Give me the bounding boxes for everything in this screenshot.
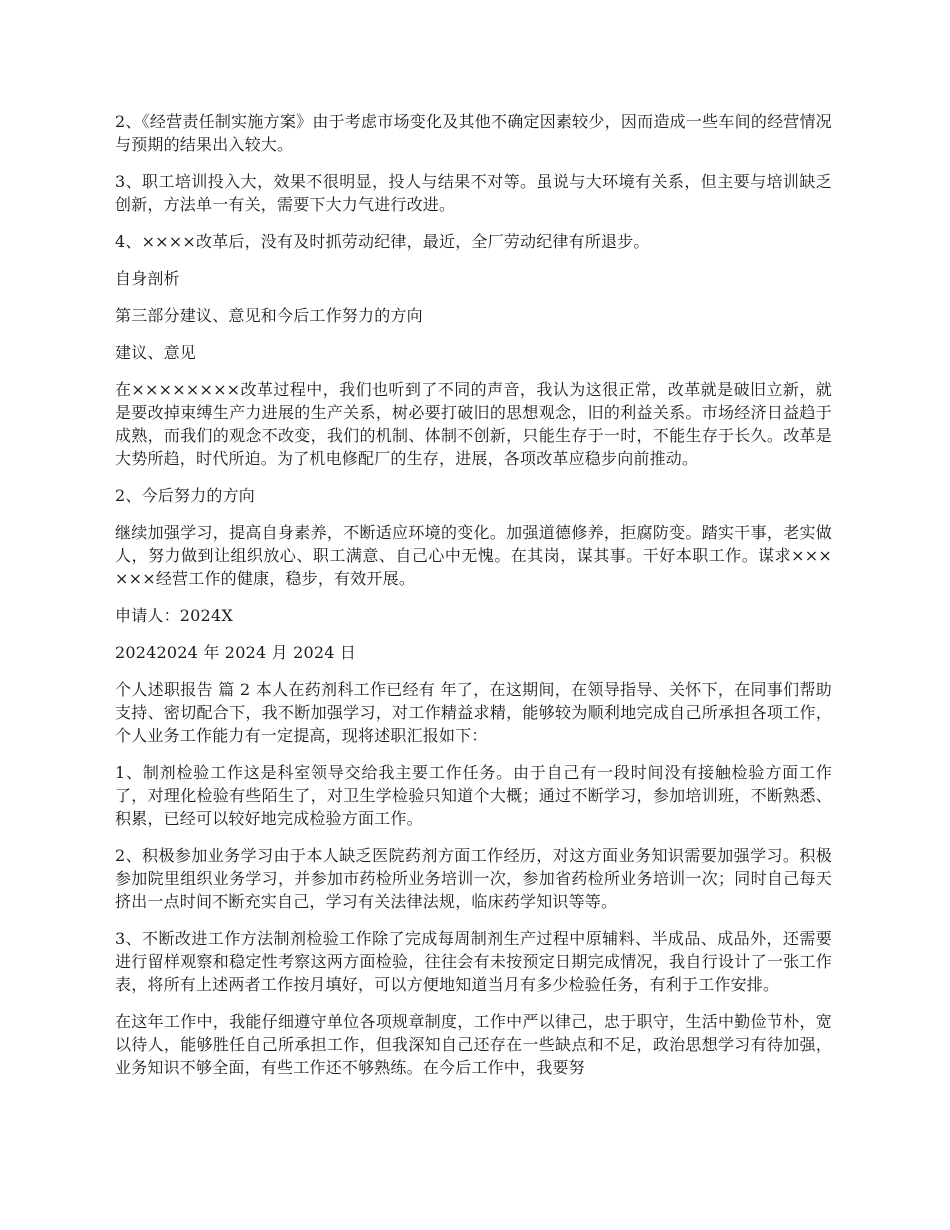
paragraph-responsibility-plan: 2、《经营责任制实施方案》由于考虑市场变化及其他不确定因素较少，因而造成一些车间的经营情况与预期的结果出入较大。 <box>115 112 832 154</box>
heading-self-analysis: 自身剖析 <box>115 269 180 288</box>
paragraph-labor-discipline: 4、××××改革后，没有及时抓劳动纪律，最近，全厂劳动纪律有所退步。 <box>115 232 650 251</box>
paragraph-improve-methods: 3、不断改进工作方法制剂检验工作除了完成每周制剂生产过程中原辅料、半成品、成品外，还需要进行留样观察和稳定性考察这两方面检验，往往会有未按预定日期完成情况，我自行设计了一张工作表，将所有上述两者工作按月填好，可以方便地知道当月有多少检验任务，有利于工作安排。 <box>115 929 832 994</box>
applicant-line: 申请人：2024X <box>115 606 233 625</box>
paragraph-year-summary: 在这年工作中，我能仔细遵守单位各项规章制度，工作中严以律己，忠于职守，生活中勤俭节朴，宽以待人，能够胜任自己所承担工作，但我深知自己还存在一些缺点和不足，政治思想学习有待加强，业务知识不够全面，有些工作还不够熟练。在今后工作中，我要努 <box>115 1012 832 1077</box>
paragraph-report-intro: 个人述职报告 篇 2 本人在药剂科工作已经有 年了，在这期间，在领导指导、关怀下，在同事们帮助支持、密切配合下，我不断加强学习，对工作精益求精，能够较为顺利地完成自己所承担各项工作，个人业务工作能力有一定提高，现将述职汇报如下： <box>115 680 832 745</box>
heading-future-direction: 2、今后努力的方向 <box>115 486 255 505</box>
date-line: 20242024 年 2024 月 2024 日 <box>115 643 357 662</box>
paragraph-continue-learning: 继续加强学习，提高自身素养，不断适应环境的变化。加强道德修养，拒腐防变。踏实干事，老实做人，努力做到让组织放心、职工满意、自己心中无愧。在其岗，谋其事。干好本职工作。谋求××××××经营工作的健康，稳步，有效开展。 <box>115 523 832 588</box>
paragraph-reform: 在××××××××改革过程中，我们也听到了不同的声音，我认为这很正常，改革就是破旧立新，就是要改掉束缚生产力进展的生产关系，树必要打破旧的思想观念，旧的利益关系。市场经济日益趋于成熟，而我们的观念不改变，我们的机制、体制不创新，只能生存于一时，不能生存于长久。改革是大势所趋，时代所迫。为了机电修配厂的生存，进展，各项改革应稳步向前推动。 <box>115 380 832 468</box>
paragraph-business-study: 2、积极参加业务学习由于本人缺乏医院药剂方面工作经历，对这方面业务知识需要加强学习。积极参加院里组织业务学习，并参加市药检所业务培训一次，参加省药检所业务培训一次；同时自己每天挤出一点时间不断充实自己，学习有关法律法规，临床药学知识等等。 <box>115 846 832 911</box>
heading-suggestions: 建议、意见 <box>115 343 197 362</box>
heading-part-three: 第三部分建议、意见和今后工作努力的方向 <box>115 306 423 325</box>
paragraph-inspection-work: 1、制剂检验工作这是科室领导交给我主要工作任务。由于自己有一段时间没有接触检验方面工作了，对理化检验有些陌生了，对卫生学检验只知道个大概；通过不断学习，参加培训班，不断熟悉、积累，已经可以较好地完成检验方面工作。 <box>115 763 832 828</box>
paragraph-staff-training: 3、职工培训投入大，效果不很明显，投人与结果不对等。虽说与大环境有关系，但主要与培训缺乏创新，方法单一有关，需要下大力气进行改进。 <box>115 172 832 214</box>
